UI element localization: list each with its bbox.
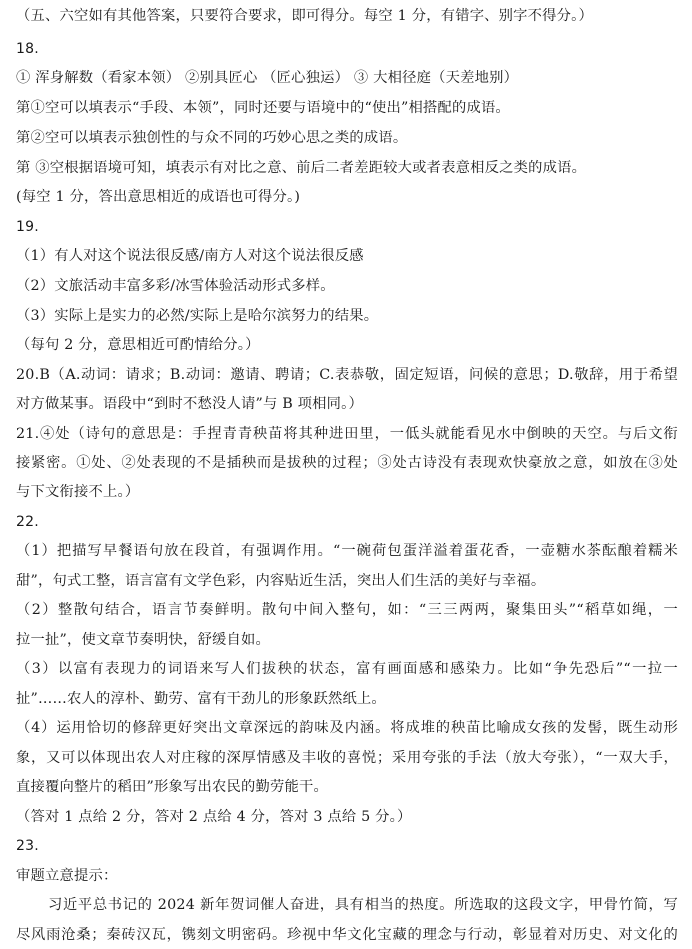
answer-line: 象，又可以体现出农人对庄稼的深厚情感及丰收的喜悦；采用夸张的手法（放大夸张），“一双大手， xyxy=(16,750,678,766)
answer-line: （4）运用恰切的修辞更好突出文章深远的韵味及内涵。将成堆的秧苗比喻成女孩的发髻，既生动形 xyxy=(16,720,678,736)
section-heading: 审题立意提示： xyxy=(16,868,118,884)
question-number-23: 23. xyxy=(16,838,39,854)
answer-line: （3）实际上是实力的必然/实际上是哈尔滨努力的结果。 xyxy=(16,308,379,324)
answer-line: 直接覆向整片的稻田”形象写出农民的勤劳能干。 xyxy=(16,779,328,795)
answer-line: 第①空可以填表示“手段、本领”，同时还要与语境中的“使出”相搭配的成语。 xyxy=(16,100,510,116)
answer-line: 拉一扯”，使文章节奏明快，舒缓自如。 xyxy=(16,632,270,648)
question-number-18: 18. xyxy=(16,41,39,57)
answer-line: （1）把描写早餐语句放在段首，有强调作用。“一碗荷包蛋洋溢着蛋花香，一壶糖水茶酝酿着糯米 xyxy=(16,543,678,559)
answer-line: 甜”，句式工整，语言富有文学色彩，内容贴近生活，突出人们生活的美好与幸福。 xyxy=(16,573,546,589)
answer-line: 第 ③空根据语境可知，填表示有对比之意、前后二者差距较大或者表意相反之类的成语。 xyxy=(16,160,587,176)
scoring-note: （答对 1 点给 2 分，答对 2 点给 4 分，答对 3 点给 5 分。） xyxy=(16,809,412,825)
answer-line: ① 浑身解数（看家本领） ②别具匠心 （匠心独运） ③ 大相径庭（天差地别） xyxy=(16,70,519,86)
question-number-19: 19. xyxy=(16,219,39,235)
scoring-note: （每句 2 分，意思相近可酌情给分。） xyxy=(16,337,260,353)
paragraph-line: 习近平总书记的 2024 新年贺词催人奋进，具有相当的热度。所选取的这段文字，甲骨竹简，写 xyxy=(48,897,678,913)
answer-line: （2）文旅活动丰富多彩/冰雪体验活动形式多样。 xyxy=(16,278,335,294)
answer-line-20: 20.B（A.动词：请求；B.动词：邀请、聘请；C.表恭敬，固定短语，问候的意思；D.敬辞，用于希望 xyxy=(16,367,678,383)
answer-line: （3）以富有表现力的词语来写人们拔秧的状态，富有画面感和感染力。比如“争先恐后”“一拉一 xyxy=(16,661,678,677)
answer-line: （2）整散句结合，语言节奏鲜明。散句中间入整句，如：“三三两两，聚集田头”“稻草如绳，一 xyxy=(16,602,678,618)
answer-line: 接紧密。①处、②处表现的不是插秧而是拔秧的过程；③处古诗没有表现欢快豪放之意，如放在③处 xyxy=(16,455,678,471)
note-line: （五、六空如有其他答案，只要符合要求，即可得分。每空 1 分，有错字、别字不得分。） xyxy=(16,8,594,24)
paragraph-line: 尽风雨沧桑；秦砖汉瓦，镌刻文明密码。珍视中华文化宝藏的理念与行动，彰显着对历史、对文化的 xyxy=(16,927,678,943)
answer-line: （1）有人对这个说法很反感/南方人对这个说法很反感 xyxy=(16,248,364,264)
answer-line: 与下文衔接不上。） xyxy=(16,484,140,500)
answer-line-21: 21.④处（诗句的意思是：手捏青青秧苗将其种进田里，一低头就能看见水中倒映的天空。与后文衔 xyxy=(16,426,678,442)
answer-line: 对方做某事。语段中“到时不愁没人请”与 B 项相同。） xyxy=(16,396,363,412)
answer-line: 第②空可以填表示独创性的与众不同的巧妙心思之类的成语。 xyxy=(16,130,408,146)
question-number-22: 22. xyxy=(16,514,39,530)
scoring-note: (每空 1 分，答出意思相近的成语也可得分。) xyxy=(16,189,301,205)
answer-line: 扯”……农人的淳朴、勤劳、富有干劲儿的形象跃然纸上。 xyxy=(16,691,386,707)
